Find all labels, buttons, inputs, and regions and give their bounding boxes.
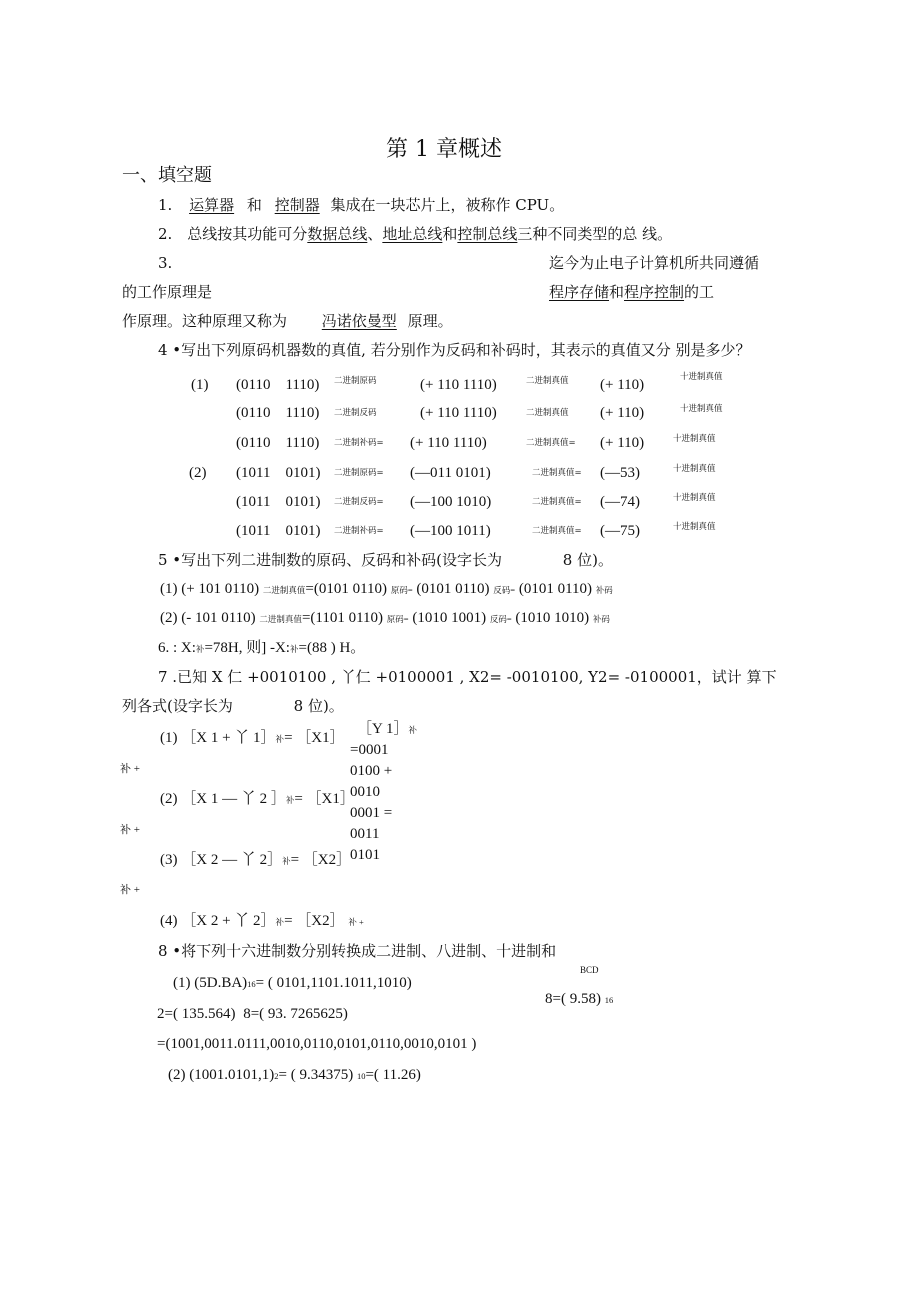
q8-l2-a: 2=( 135.564) [157, 1006, 236, 1022]
q5-r2-s2: 原码= [386, 614, 409, 624]
q4-row-value-3: (+ 110) [600, 377, 645, 393]
q1-answer-1: 运算器 [189, 196, 235, 214]
q8-l4-c: =( 11.26) [365, 1067, 421, 1083]
q5-r1-b: =(0101 0110) [305, 581, 388, 597]
q7-yb-text: ［Y 1］ [357, 721, 409, 737]
q7-item-3 [160, 853, 351, 868]
q2-sep-2: 和 [442, 225, 458, 243]
q4-row-label-2: 二进制真值= [532, 526, 582, 536]
q3-line3-pre: 作原理。这种原理又称为 [122, 312, 288, 330]
q8-line-3: =(1001,0011.0111,0010,0110,0101,0110,0010,0101 ) [157, 1036, 477, 1052]
q4-row-label-1: 二进制反码 [334, 408, 377, 418]
q4-row-value-3: (—75) [600, 523, 640, 539]
q4-row-value-2: (—100 1011) [410, 523, 491, 539]
q7-i3-sub: 补 [282, 856, 291, 866]
q7-i1-sub: 补 [275, 734, 285, 744]
q8-l1-sub: 16 [247, 979, 256, 989]
q5-r1-s1: 二进制真值 [262, 585, 306, 595]
q4-row-label-2: 二进制真值= [532, 468, 582, 478]
q5-r1-s4: 补码 [595, 585, 613, 595]
q5-r1-s2: 原码= [390, 585, 413, 595]
q4-row-label-1: 二进制反码= [334, 497, 384, 507]
q8-l4-sub: 2 [274, 1071, 279, 1081]
q2-sep-1: 、 [367, 225, 383, 243]
q6-a: 6. : X: [158, 640, 196, 656]
q8-line-1 [173, 976, 412, 991]
q2-answer-2: 地址总线 [382, 225, 443, 243]
q8-bcd: BCD [580, 965, 599, 975]
q4-row-label-2: 二进制真值= [526, 438, 576, 448]
q4-row-value: (0110 1110) [236, 377, 320, 393]
q7-i4-sub: 补 [275, 917, 285, 927]
q7-i4-text: (4) ［X 2 + 丫 2］ [160, 913, 276, 929]
q4-row-value-2: (—100 1010) [410, 494, 492, 510]
q5-stem-tail: 8 位)。 [562, 551, 613, 569]
q7-col-line: 0010 [350, 784, 380, 800]
q4-row-value-2: (+ 110 1110) [420, 405, 497, 421]
q7-i1-eq: = ［X1］ [284, 730, 345, 746]
q5-r2-s1: 二进制真值 [259, 614, 302, 624]
q7-i4-plus: 补 + [348, 917, 364, 927]
q4-group-2: (2) [189, 465, 207, 481]
q5-r1-d: (0101 0110) [518, 581, 593, 597]
q4-row-value: (0110 1110) [236, 435, 320, 451]
q3-answer-1: 程序存储 [549, 283, 610, 301]
q7-y-bracket [357, 722, 417, 737]
q7-plus-2: 补 + [120, 824, 140, 836]
q5-r1-a: (1) (+ 101 0110) [160, 581, 260, 597]
q7-col-line: 0001 = [350, 805, 393, 821]
q4-row-value-3: (+ 110) [600, 405, 645, 421]
q8-l4-b: = ( 9.34375) [278, 1067, 354, 1083]
q1-rest: 集成在一块芯片上，被称作 CPU。 [330, 196, 565, 214]
q7-plus-1: 补 + [120, 763, 140, 775]
q7-i3-eq: = ［X2］ [290, 852, 352, 868]
q4-row-label-2: 二进制真值 [526, 408, 569, 418]
q8-l4-a: (2) (1001.0101,1) [168, 1067, 275, 1083]
q6-c: =(88 ) H。 [298, 640, 366, 656]
q7-col-line: 0011 [350, 826, 380, 842]
q4-row-value: (1011 0101) [236, 494, 321, 510]
q7-stem2-tail: 8 位)。 [293, 697, 344, 715]
q3-line3-rest: 原理。 [407, 312, 453, 330]
question-6 [158, 641, 365, 656]
q5-r2-b: =(1101 0110) [301, 610, 384, 626]
q7-plus-3: 补 + [120, 884, 140, 896]
q7-col-line: 0101 [350, 847, 380, 860]
q4-row-label-1: 二进制原码 [334, 376, 377, 386]
q3-line1-right: 迄今为止电子计算机所共同遵循 [549, 254, 760, 272]
q3-num: 3. [158, 254, 173, 272]
q1-num: 1. [158, 196, 173, 214]
q8-stem: 8 •将下列十六进制数分别转换成二进制、八进制、十进制和 [158, 942, 557, 960]
q7-yb-sub: 补 [408, 725, 418, 735]
q5-r2-d: (1010 1010) [515, 610, 590, 626]
q4-row-label-3: 十进制真值 [673, 464, 716, 474]
q7-stem2-text: 列各式(设字长为 [122, 697, 233, 715]
q4-row-value: (1011 0101) [236, 523, 321, 539]
q7-i3-text: (3) ［X 2 — 丫 2］ [160, 852, 283, 868]
q2-answer-3: 控制总线 [457, 225, 518, 243]
q3-and: 和 [609, 283, 625, 301]
q5-stem-text: 5 •写出下列二进制数的原码、反码和补码(设字长为 [158, 551, 503, 569]
section-heading: 一、填空题 [122, 165, 212, 186]
q7-item-2 [160, 792, 355, 807]
q4-row-value-2: (+ 110 1110) [410, 435, 487, 451]
q4-row-label-3: 十进制真值 [673, 522, 716, 532]
q5-r2-s4: 补码 [592, 614, 610, 624]
q8-l1-value: = ( 0101,1101.1011,1010) [255, 975, 412, 991]
q4-group-1: (1) [191, 377, 209, 393]
q7-i2-sub: 补 [285, 795, 295, 805]
q5-r1-c: (0101 0110) [416, 581, 490, 597]
q4-row-label-1: 二进制原码= [334, 468, 384, 478]
q4-row-value-3: (—53) [600, 465, 640, 481]
q3-answer-3: 冯诺依曼型 [321, 312, 397, 330]
q4-row-value: (0110 1110) [236, 405, 320, 421]
q7-i2-text: (2) ［X 1 — 丫 2 ］ [160, 791, 286, 807]
q7-item-1 [160, 731, 345, 746]
q5-stem [158, 553, 613, 568]
q7-i2-eq: = ［X1］ [294, 791, 355, 807]
q4-row-label-3: 十进制真值 [680, 404, 723, 414]
q8-l1-text: (1) (5D.BA) [173, 975, 248, 991]
q4-row-label-2: 二进制真值 [526, 376, 569, 386]
q8-line-1-right [545, 992, 613, 1007]
q3-answer-2: 程序控制 [624, 283, 685, 301]
q5-r2-a: (2) (- 101 0110) [160, 610, 256, 626]
q7-i4-eq: = ［X2］ [284, 913, 345, 929]
q4-row-label-3: 十进制真值 [673, 434, 716, 444]
q2-rest: 三种不同类型的总 线。 [517, 225, 673, 243]
q4-row-label-3: 十进制真值 [680, 372, 723, 382]
chapter-title: 第 1 章概述 [386, 137, 502, 162]
q7-overflow-column [350, 743, 410, 860]
q5-row-2 [160, 611, 610, 626]
q8-line-2 [157, 1007, 348, 1022]
q8-line-4 [168, 1068, 421, 1083]
question-1 [158, 198, 564, 213]
q4-row-value-2: (—011 0101) [410, 465, 491, 481]
q2-answer-1: 数据总线 [307, 225, 368, 243]
question-2 [158, 227, 672, 242]
q3-line2-left: 的工作原理是 [122, 283, 213, 301]
q8-l1r-sub: 16 [604, 995, 614, 1005]
q5-r2-c: (1010 1001) [412, 610, 487, 626]
q4-row-label-1: 二进制补码= [334, 526, 384, 536]
q6-sub-2: 补 [289, 644, 299, 654]
q6-b: =78H, 则] -X: [204, 640, 290, 656]
q4-row-value-3: (+ 110) [600, 435, 645, 451]
q4-row-label-2: 二进制真值= [532, 497, 582, 507]
q7-stem-2 [122, 699, 344, 714]
q8-l4-sub2: 10 [356, 1071, 366, 1081]
q7-col-line: =0001 [350, 743, 389, 758]
q1-mid: 和 [246, 196, 262, 214]
q4-row-value: (1011 0101) [236, 465, 321, 481]
q7-stem: 7 .已知 X 仁 +0010100 , 丫仁 +0100001 , X2= -0010100, Y2= -0100001，试计 算下 [158, 668, 777, 686]
q5-r1-s3: 反码= [493, 585, 516, 595]
q4-row-label-1: 二进制补码= [334, 438, 384, 448]
q4-row-label-3: 十进制真值 [673, 493, 716, 503]
q4-row-value-3: (—74) [600, 494, 640, 510]
q1-answer-2: 控制器 [274, 196, 320, 214]
q6-sub-1: 补 [195, 644, 205, 654]
q3-line2-right [549, 285, 714, 300]
q4-row-value-2: (+ 110 1110) [420, 377, 497, 393]
q7-col-line: 0100 + [350, 763, 393, 779]
q5-row-1 [160, 582, 613, 597]
q3-tail: 的工 [684, 283, 715, 301]
q5-r2-s3: 反码= [489, 614, 512, 624]
q2-pre: 2. 总线按其功能可分 [158, 225, 308, 243]
q8-l2-b: 8=( 93. 7265625) [243, 1006, 348, 1022]
q4-stem: 4 •写出下列原码机器数的真值, 若分别作为反码和补码时，其表示的真值又分 别是多少？ [158, 341, 751, 359]
q8-l1r-text: 8=( 9.58) [545, 991, 601, 1007]
q7-item-4 [160, 914, 364, 929]
q3-line3 [122, 314, 453, 329]
q7-i1-text: (1) ［X 1 + 丫 1］ [160, 730, 276, 746]
